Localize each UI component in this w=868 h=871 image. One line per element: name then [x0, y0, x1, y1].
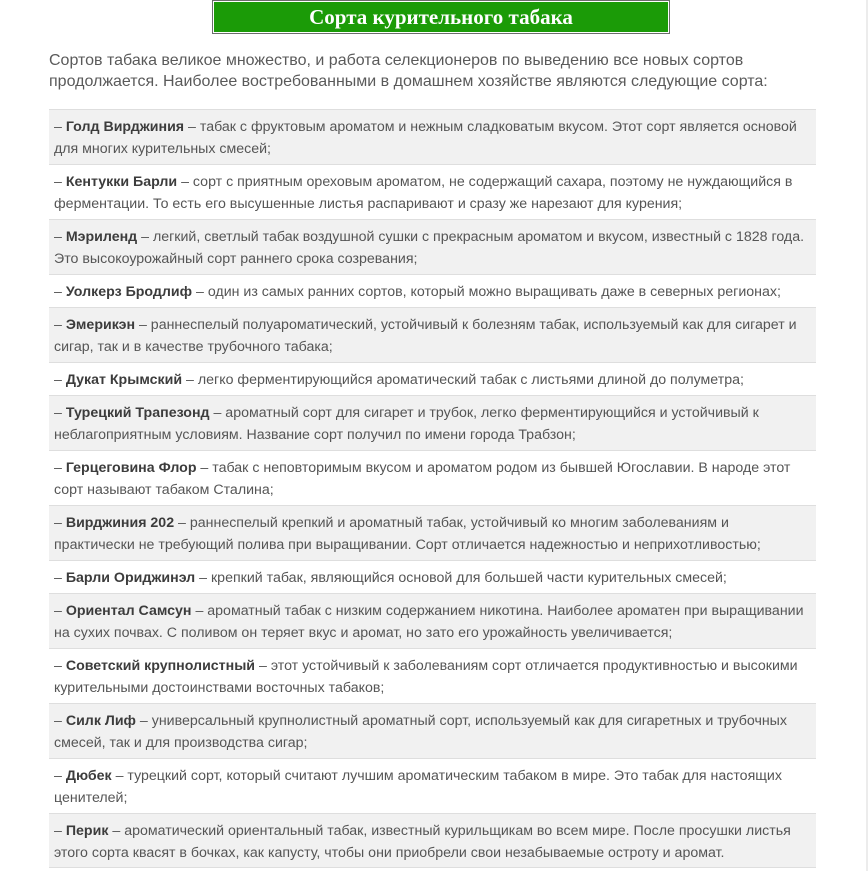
sort-dash: – — [54, 119, 66, 135]
sort-dash: – — [54, 229, 66, 245]
sort-item — [49, 450, 816, 505]
sort-dash: – — [54, 317, 66, 333]
sort-item — [49, 505, 816, 560]
sort-name: Дюбек — [65, 768, 112, 784]
sort-dash: – — [54, 570, 66, 586]
sort-description: – ароматический ориентальный табак, известный курильщикам во всем мире. После просушки листья этого сорта квасят в бочках, как капусту, чтобы они приобрели свои незабываемые остроту и аромат. — [54, 823, 791, 861]
sort-description: – легко ферментирующийся ароматический табак с листьями длиной до полуметра; — [182, 372, 744, 388]
sort-item — [49, 813, 816, 868]
sort-item — [49, 703, 816, 758]
title-frame — [212, 0, 670, 34]
sort-item — [49, 274, 816, 307]
sort-dash: – — [54, 603, 66, 619]
sort-description: – легкий, светлый табак воздушной сушки с прекрасным ароматом и вкусом, известный с 1828 года. Это высокоурожайный сорт раннего срока созревания; — [54, 229, 805, 267]
sort-description: – универсальный крупнолистный ароматный сорт, используемый как для сигаретных и трубочных смесей, так и для производства сигар; — [54, 713, 787, 751]
sort-dash: – — [54, 515, 66, 531]
intro-paragraph: Сортов табака великое множество, и работа селекционеров по выведению все новых сортов продолжается. Наиболее востребованными в домашнем хозяйстве являются следующие сорта: — [49, 52, 768, 90]
sort-name: Барли Ориджинэл — [65, 570, 196, 586]
sort-name: Перик — [65, 823, 109, 839]
sort-description: – ароматный сорт для сигарет и трубок, легко ферментирующийся и устойчивый к неблагоприятным условиям. Название сорт получил по имени города Трабзон; — [54, 405, 759, 443]
tobacco-sort-list — [49, 109, 816, 868]
sort-item — [49, 593, 816, 648]
sort-name: Вирджиния 202 — [65, 515, 175, 531]
sort-dash: – — [54, 284, 66, 300]
sort-item — [49, 362, 816, 395]
sort-dash: – — [54, 768, 66, 784]
sort-description: – турецкий сорт, который считают лучшим ароматическим табаком в мире. Это табак для настоящих ценителей; — [54, 768, 782, 806]
sort-dash: – — [54, 405, 66, 421]
sort-description: – сорт с приятным ореховым ароматом, не содержащий сахара, поэтому не нуждающийся в ферментации. То есть его высушенные листья распаривают и сразу же нарезают для курения; — [54, 174, 793, 212]
sort-dash: – — [54, 713, 66, 729]
sort-item — [49, 219, 816, 274]
sort-description: – раннеспелый полуароматический, устойчивый к болезням табак, используемый как для сигарет и сигар, так и в качестве трубочного табака; — [54, 317, 797, 355]
sort-dash: – — [54, 174, 66, 190]
sort-item — [49, 560, 816, 593]
sort-name: Голд Вирджиния — [65, 119, 185, 135]
sort-description: – ароматный табак с низким содержанием никотина. Наиболее ароматен при выращивании на сухих почвах. С поливом он теряет вкус и аромат, но зато его урожайность увеличивается; — [54, 603, 804, 641]
sort-name: Кентукки Барли — [65, 174, 178, 190]
sort-dash: – — [54, 372, 66, 388]
sort-item — [49, 307, 816, 362]
sort-name: Турецкий Трапезонд — [65, 405, 210, 421]
sort-description: – табак с фруктовым ароматом и нежным сладковатым вкусом. Этот сорт является основой для многих курительных смесей; — [54, 119, 797, 157]
sort-name: Силк Лиф — [65, 713, 136, 729]
sort-name: Дукат Крымский — [65, 372, 183, 388]
sort-description: – крепкий табак, являющийся основой для большей части курительных смесей; — [195, 570, 727, 586]
sort-item — [49, 109, 816, 164]
sort-name: Советский крупнолистный — [65, 658, 256, 674]
sort-dash: – — [54, 658, 66, 674]
sort-description: – этот устойчивый к заболеваниям сорт отличается продуктивностью и высокими курительными достоинствами восточных табаков; — [54, 658, 798, 696]
sort-item — [49, 395, 816, 450]
sort-dash: – — [54, 823, 66, 839]
page-title: Сорта курительного табака — [214, 2, 668, 32]
sort-item — [49, 164, 816, 219]
sort-description: – табак с неповторимым вкусом и ароматом родом из бывшей Югославии. В народе этот сорт называют табаком Сталина; — [54, 460, 791, 498]
sort-name: Мэриленд — [65, 229, 138, 245]
sort-description: – раннеспелый крепкий и ароматный табак, устойчивый ко многим заболеваниям и практически не требующий полива при выращивании. Сорт отличается надежностью и неприхотливостью; — [54, 515, 761, 553]
sort-item — [49, 648, 816, 703]
sort-name: Герцеговина Флор — [65, 460, 197, 476]
sort-dash: – — [54, 460, 66, 476]
sort-name: Ориентал Самсун — [65, 603, 192, 619]
sort-description: – один из самых ранних сортов, который можно выращивать даже в северных регионах; — [192, 284, 781, 300]
sort-item — [49, 758, 816, 813]
sort-name: Эмерикэн — [65, 317, 136, 333]
sort-name: Уолкерз Бродлиф — [65, 284, 193, 300]
